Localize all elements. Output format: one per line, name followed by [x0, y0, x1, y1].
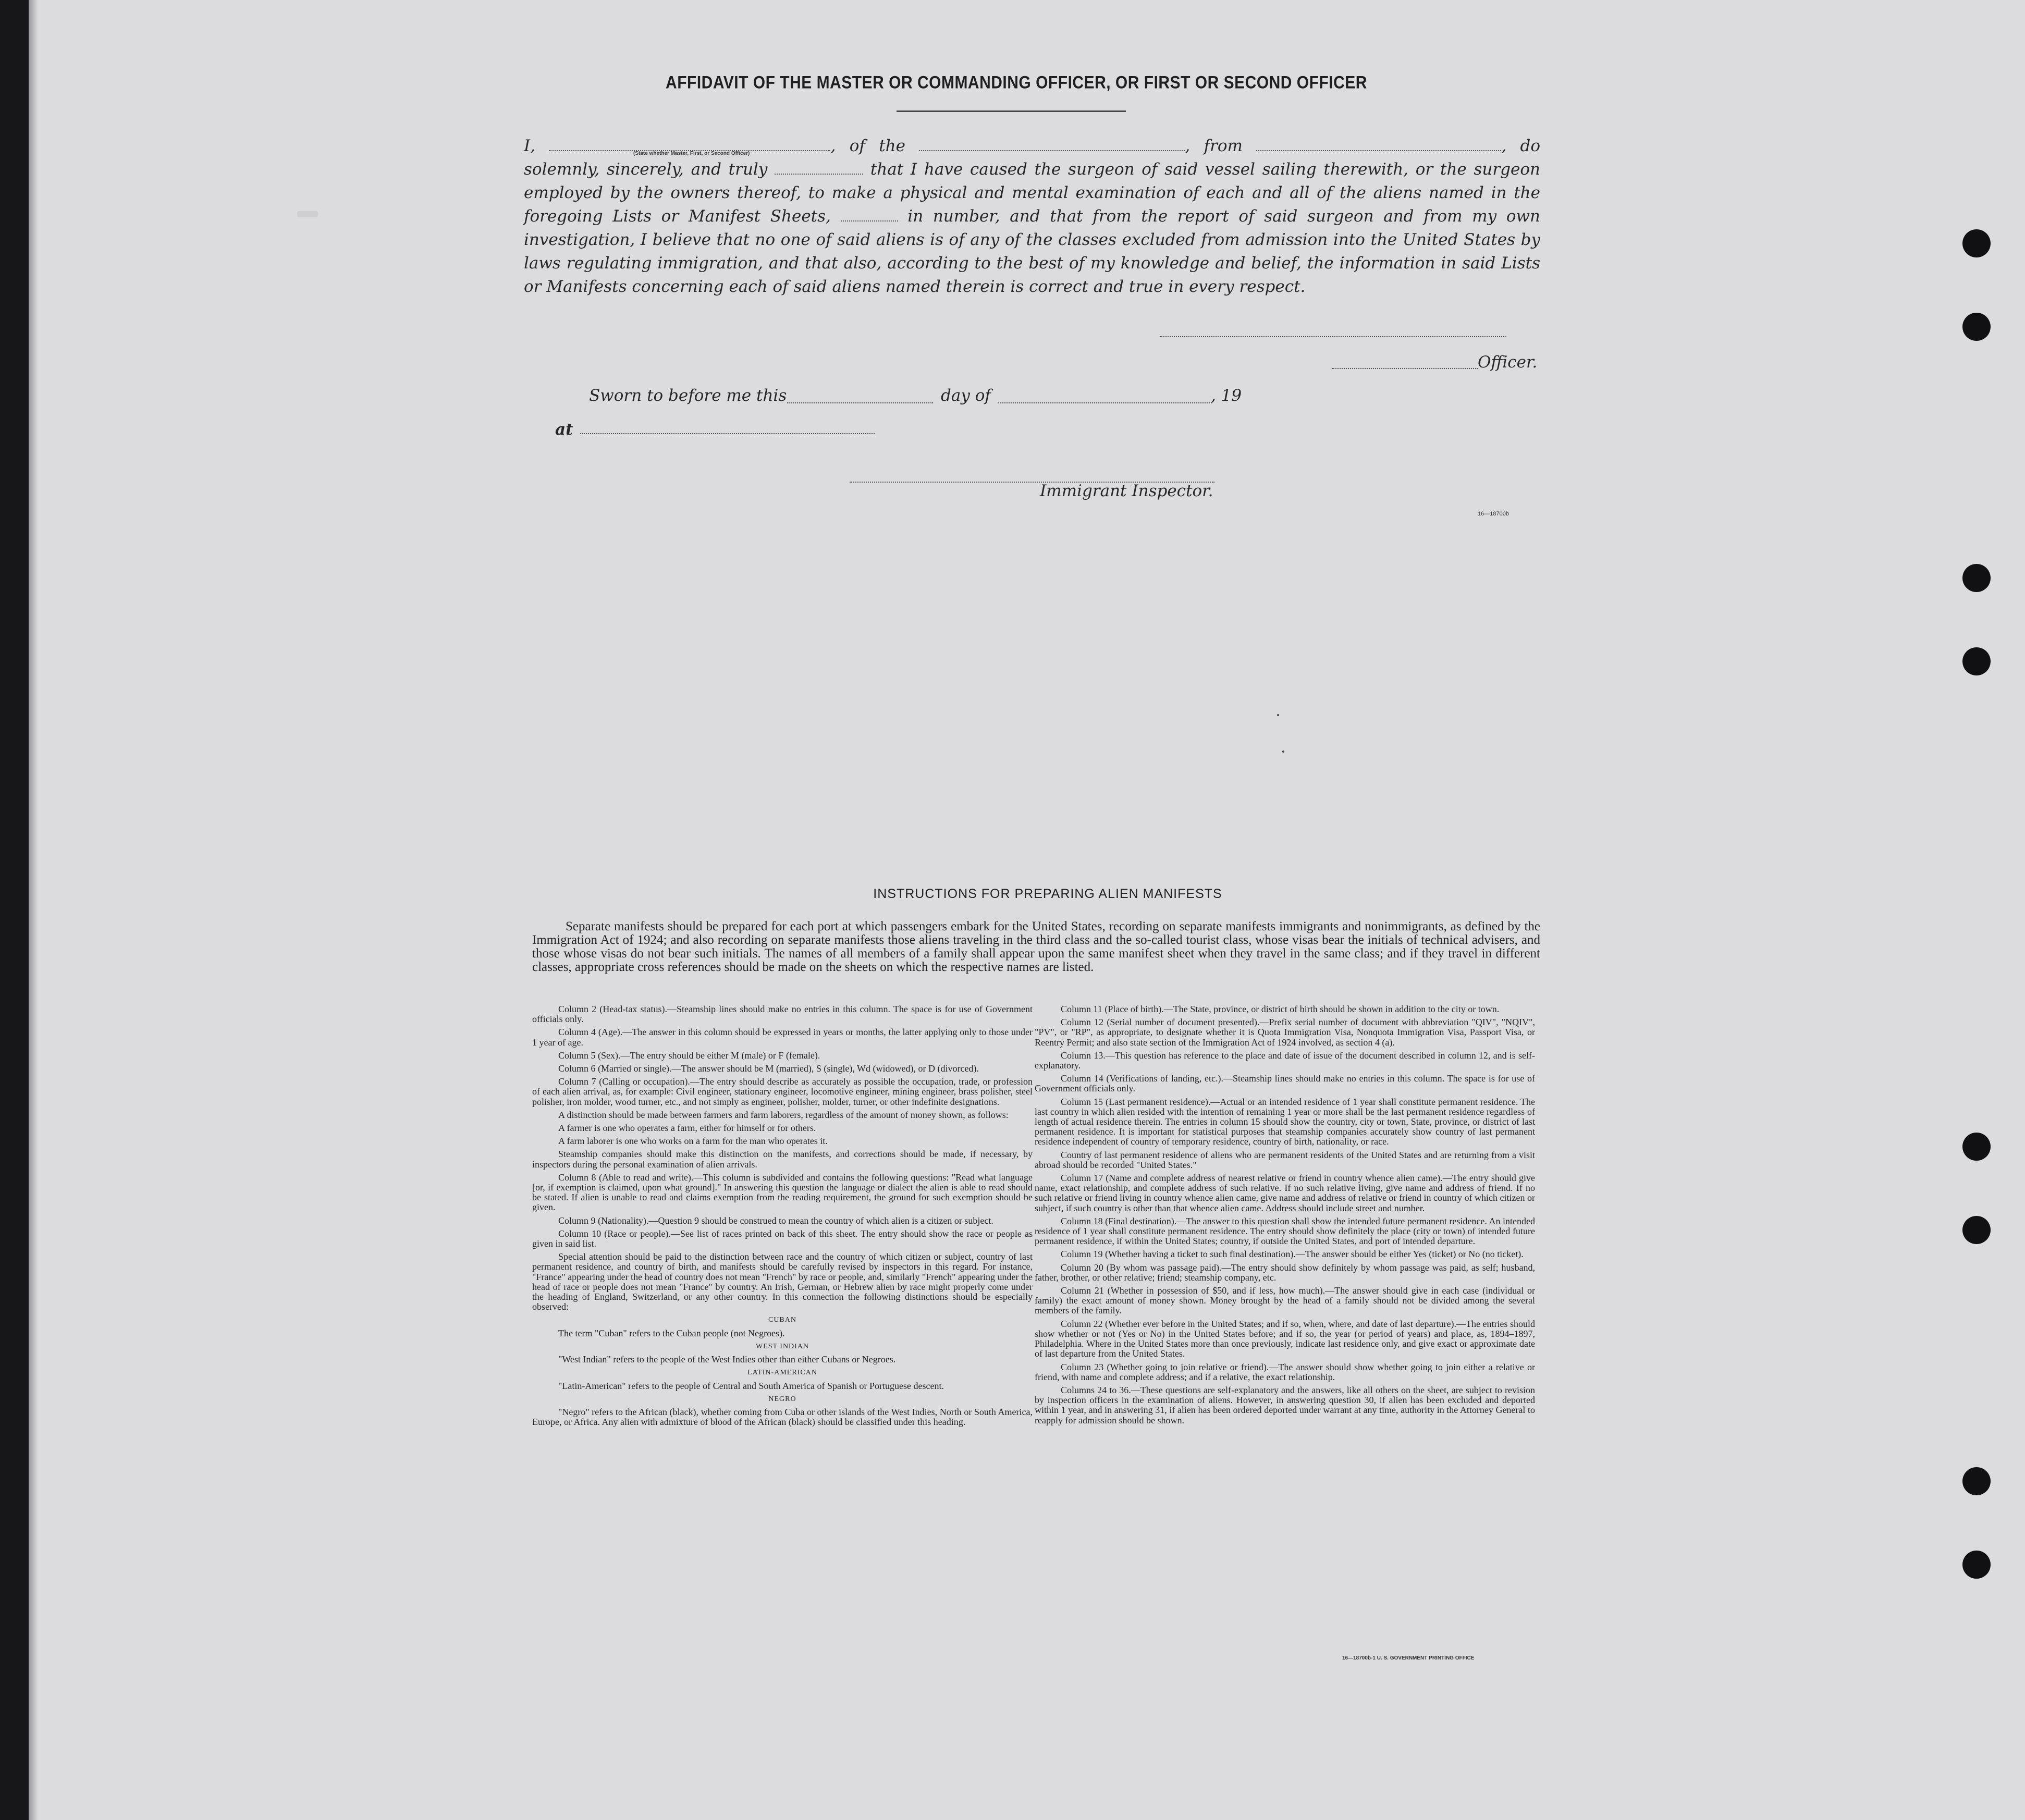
affidavit-p1: solemnly, sincerely, and truly	[524, 160, 768, 179]
instruction-paragraph: A farmer is one who operates a farm, either for himself or for others.	[558, 1123, 816, 1134]
officer-signature-line[interactable]	[1160, 336, 1506, 337]
instruction-paragraph: Column 7 (Calling or occupation).—The entry should describe as accurately as possible the occupation, trade, or profession of each alien arrival, as, for example: Civil engineer, stationary engineer, locomotive engineer, mining engineer, brass polisher, steel polisher, iron molder, wood turner, etc., and not simply as engineer, polisher, molder, turner, or other indefinite designations.	[532, 1076, 1033, 1107]
heading-west-indian: WEST INDIAN	[755, 1342, 809, 1350]
instruction-paragraph: Special attention should be paid to the distinction between race and the country of which citizen or subject, country of last permanent residence, and country of birth, and manifests should be carefully revised by inspectors in this regard. For instance, "France" appearing under the head of country does not mean "French" by race or people, and, similarly "French" appearing under the head of race or people does not mean "France" by country. An Irish, German, or Hebrew alien by race might properly come under the heading of England, Switzerland, or any other country. In this connection the following distinctions should be especially observed:	[532, 1251, 1033, 1312]
instruction-paragraph: Column 10 (Race or people).—See list of races printed on back of this sheet. The entry should show the race or people as given in said list.	[532, 1228, 1033, 1249]
affidavit-from: , from	[1185, 137, 1243, 155]
officer-rank-blank[interactable]	[549, 137, 830, 151]
instruction-paragraph: "Negro" refers to the African (black), whether coming from Cuba or other islands of the West Indies, North or South America, Europe, or Africa. Any alien with admixture of blood of the African (black) should be classified under this heading.	[532, 1406, 1033, 1428]
instructions-intro: Separate manifests should be prepared for each port at which passengers embark for the United States, recording on separate manifests immigrants and nonimmigrants, as defined by the Immigration Act of 1924; and also recording on separate manifests those aliens traveling in the third class and the so-called tourist class, whose visas bear the initials of technical advisers, and those whose visas do not bear such initials. The names of all members of a family shall appear upon the same manifest sheet when they travel in the same class; and if they travel in different classes, appropriate cross references should be made on the sheets on which the respective names are listed.	[532, 919, 1540, 974]
day-of-label: day of	[941, 386, 991, 405]
instructions-left-column	[532, 1004, 1033, 1430]
instruction-paragraph: Column 2 (Head-tax status).—Steamship lines should make no entries in this column. The space is for use of Government officials only.	[532, 1004, 1033, 1025]
sworn-label: Sworn to before me this	[589, 386, 787, 405]
port-from-blank[interactable]	[1256, 137, 1501, 151]
instruction-paragraph: Country of last permanent residence of aliens who are permanent residents of the United States and are returning from a visit abroad should be recorded "United States."	[1035, 1149, 1535, 1170]
oath-blank[interactable]	[775, 160, 863, 175]
title-rule	[897, 110, 1126, 112]
heading-negro: NEGRO	[768, 1395, 796, 1403]
affidavit-title: AFFIDAVIT OF THE MASTER OR COMMANDING OFFICER, OR FIRST OR SECOND OFFICER	[666, 72, 1367, 93]
instruction-paragraph: Column 11 (Place of birth).—The State, province, or district of birth should be shown in addition to the city or town.	[1061, 1004, 1500, 1014]
sworn-place-line[interactable]	[580, 433, 875, 434]
instruction-paragraph: Column 17 (Name and complete address of nearest relative or friend in country whence alien came).—The entry should give name, exact relationship, and complete address of such relative. If no such relative living, give name and address of friend. If no such relative or friend living in country whence alien came, give name and address of relative or friend in country of which citizen or subject, if such country is other than that whence alien came. Address should include street and number.	[1035, 1173, 1535, 1213]
instruction-paragraph: Column 14 (Verifications of landing, etc.).—Steamship lines should make no entries in this column. The space is for use of Government officials only.	[1035, 1073, 1535, 1094]
affidavit-body	[524, 134, 1540, 299]
instructions-right-column	[1035, 1004, 1535, 1429]
instruction-paragraph: Column 23 (Whether going to join relative or friend).—The answer should show whether going to join either a relative or friend, with name and complete address; and if a relative, the exact relationship.	[1035, 1361, 1535, 1382]
affidavit-do: , do	[1501, 137, 1541, 155]
instruction-paragraph: "Latin-American" refers to the people of Central and South America of Spanish or Portuguese descent.	[558, 1380, 944, 1391]
inspector-label: Immigrant Inspector.	[1040, 482, 1213, 500]
rank-note: (State whether Master, First, or Second Officer)	[633, 151, 750, 156]
affidavit-i: I,	[524, 137, 536, 155]
printing-office-footer: 16—18700b-1 U. S. GOVERNMENT PRINTING OFFICE	[1342, 1655, 1475, 1661]
instruction-paragraph: Column 20 (By whom was passage paid).—The entry should show definitely by whom passage was paid, as self; husband, father, brother, or other relative; friend; steamship company, etc.	[1035, 1262, 1535, 1283]
instruction-paragraph: Column 4 (Age).—The answer in this column should be expressed in years or months, the latter applying only to those under 1 year of age.	[532, 1027, 1033, 1048]
instruction-paragraph: Column 12 (Serial number of document presented).—Prefix serial number of document with abbreviation "QIV", "NQIV", "PV", or "RP", as appropriate, to designate whether it is Quota Immigration Visa, Nonquota Immigration Visa, Passport Visa, or Reentry Permit; and also state section of the Immigration Act of 1924 involved, as section 4 (a).	[1035, 1017, 1535, 1048]
affidavit-p2: that I have caused the surgeon of said vessel sailing therewith, or the surgeon employed by the owners thereof, to make a physical and mental examination of each and all of the aliens named in the foregoing Lists or Manifest Sheets,	[524, 160, 1540, 226]
instruction-paragraph: Steamship companies should make this distinction on the manifests, and corrections should be made, if necessary, by inspectors during the personal examination of alien arrivals.	[532, 1149, 1033, 1170]
sworn-month-line[interactable]	[998, 402, 1212, 403]
instruction-paragraph: Column 6 (Married or single).—The answer should be M (married), S (single), Wd (widowed), or D (divorced).	[558, 1063, 979, 1074]
officer-title-line[interactable]	[1332, 368, 1478, 369]
heading-cuban: CUBAN	[768, 1316, 796, 1324]
instruction-paragraph: Column 9 (Nationality).—Question 9 should be construed to mean the country of which alien is a citizen or subject.	[558, 1215, 993, 1226]
instruction-paragraph: Column 5 (Sex).—The entry should be either M (male) or F (female).	[558, 1050, 820, 1061]
officer-label: Officer.	[1478, 353, 1538, 372]
sheet-count-blank[interactable]	[841, 207, 898, 222]
instruction-paragraph: The term "Cuban" refers to the Cuban people (not Negroes).	[558, 1327, 785, 1338]
instruction-paragraph: Column 22 (Whether ever before in the United States; and if so, when, where, and date of last departure).—The entries should show whether or not (Yes or No) in the United States before; and if so, the year (or period of years) and place, as, 1894–1897, Philadelphia. Where in the United States more than once previously, indicate last residence only, and give exact or approximate date of last departure from the United States.	[1035, 1318, 1535, 1359]
document-page	[29, 0, 2025, 1820]
instructions-title: INSTRUCTIONS FOR PREPARING ALIEN MANIFESTS	[873, 887, 1222, 901]
instruction-paragraph: A distinction should be made between farmers and farm laborers, regardless of the amount of money shown, as follows:	[558, 1109, 1009, 1120]
sworn-day-line[interactable]	[787, 402, 933, 403]
instruction-paragraph: Column 18 (Final destination).—The answer to this question shall show the intended future permanent residence. An intended residence of 1 year shall constitute permanent residence. The entry should show definitely the place (city or town) of intended future permanent residence, if within the United States; country, if outside the United States, and port of intended departure.	[1035, 1215, 1535, 1247]
instruction-paragraph: "West Indian" refers to the people of the West Indies other than either Cubans or Negroes.	[558, 1354, 896, 1365]
affidavit-of-the: , of the	[830, 137, 905, 155]
instruction-paragraph: A farm laborer is one who works on a farm for the man who operates it.	[558, 1136, 828, 1147]
instruction-paragraph: Column 8 (Able to read and write).—This column is subdivided and contains the following questions: "Read what language [or, if exemption is claimed, upon what ground]." In answering this question the language or dialect the alien is able to read should be stated. If alien is unable to read and claims exemption from the reading requirement, the ground for such exemption should be given.	[532, 1172, 1033, 1213]
vessel-name-blank[interactable]	[919, 137, 1185, 151]
instruction-paragraph: Column 15 (Last permanent residence).—Actual or an intended residence of 1 year shall constitute permanent residence. The last country in which alien resided with the intention of remaining 1 year or more shall be the last permanent residence regardless of length of actual residence therein. The entries in column 15 should show the country, city or town, State, province, or district of last permanent residence. It is important for statistical purposes that steamship companies accurately show country of last permanent residence independent of country of temporary residence, country of birth, nationality, or race.	[1035, 1096, 1535, 1147]
affidavit-p3: in number, and that from the report of said surgeon and from my own investigation, I believe that no one of said aliens is of any of the classes excluded from admission into the United States by laws regulating immigration, and that also, according to the best of my knowledge and belief, the information in said Lists or Manifests concerning each of said aliens named therein is correct and true in every respect.	[524, 207, 1540, 296]
instruction-paragraph: Column 19 (Whether having a ticket to such final destination).—The answer should be either Yes (ticket) or No (no ticket).	[1061, 1249, 1524, 1260]
instruction-paragraph: Column 13.—This question has reference to the place and date of issue of the document described in column 12, and is self-explanatory.	[1035, 1050, 1535, 1071]
form-number: 16—18700b	[1478, 511, 1509, 517]
heading-latin-american: LATIN-AMERICAN	[747, 1369, 817, 1377]
at-label: at	[555, 420, 573, 439]
instruction-paragraph: Column 21 (Whether in possession of $50, and if less, how much).—The answer should give in each case (individual or family) the exact amount of money shown. Money brought by the head of a family should not be divided among the several members of the family.	[1035, 1285, 1535, 1316]
year-label: , 19	[1211, 386, 1242, 405]
instruction-paragraph: Columns 24 to 36.—These questions are self-explanatory and the answers, like all others on the sheet, are subject to revision by inspection officers in the examination of aliens. However, in answering question 30, if alien has been excluded and deported within 1 year, and in answering 31, if alien has been ordered deported under warrant at any time, authority in the Attorney General to reapply for admission should be shown.	[1035, 1384, 1535, 1425]
